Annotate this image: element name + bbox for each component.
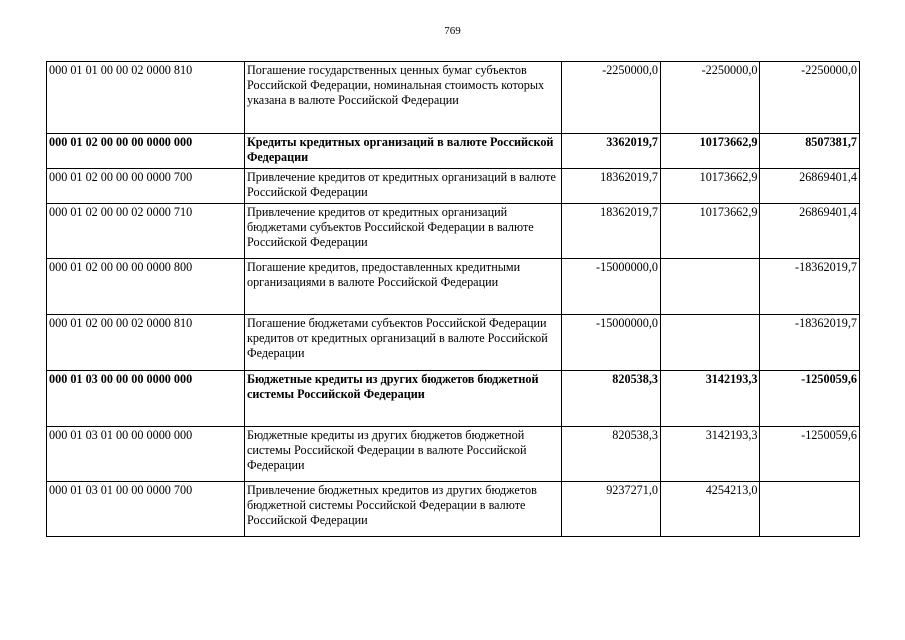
budget-code: 000 01 03 01 00 00 0000 700 xyxy=(47,482,245,537)
budget-code: 000 01 02 00 00 00 0000 700 xyxy=(47,169,245,204)
value-2: -2250000,0 xyxy=(661,62,760,134)
value-3: -1250059,6 xyxy=(760,371,860,427)
value-1: 820538,3 xyxy=(561,371,660,427)
value-3: 26869401,4 xyxy=(760,204,860,259)
value-3: -1250059,6 xyxy=(760,427,860,482)
value-1: 18362019,7 xyxy=(561,204,660,259)
value-3: -2250000,0 xyxy=(760,62,860,134)
description: Кредиты кредитных организаций в валюте Российской Федерации xyxy=(244,134,561,169)
description: Привлечение кредитов от кредитных организаций бюджетами субъектов Российской Федерации в валюте Российской Федерации xyxy=(244,204,561,259)
table-row xyxy=(47,427,860,482)
description: Бюджетные кредиты из других бюджетов бюджетной системы Российской Федерации xyxy=(244,371,561,427)
page-number: 769 xyxy=(444,25,461,37)
table-row xyxy=(47,371,860,427)
value-3: -18362019,7 xyxy=(760,259,860,315)
value-1: -15000000,0 xyxy=(561,259,660,315)
value-3: 26869401,4 xyxy=(760,169,860,204)
description: Погашение кредитов, предоставленных кредитными организациями в валюте Российской Федерации xyxy=(244,259,561,315)
value-2 xyxy=(661,315,760,371)
description: Погашение бюджетами субъектов Российской Федерации кредитов от кредитных организаций в валюте Российской Федерации xyxy=(244,315,561,371)
value-1: 820538,3 xyxy=(561,427,660,482)
value-3: 8507381,7 xyxy=(760,134,860,169)
table-row xyxy=(47,482,860,537)
value-2: 3142193,3 xyxy=(661,427,760,482)
description: Привлечение бюджетных кредитов из других бюджетов бюджетной системы Российской Федерации в валюте Российской Федерации xyxy=(244,482,561,537)
value-1: 9237271,0 xyxy=(561,482,660,537)
table-row xyxy=(47,204,860,259)
description: Привлечение кредитов от кредитных организаций в валюте Российской Федерации xyxy=(244,169,561,204)
budget-sources-table xyxy=(46,61,860,537)
value-2: 10173662,9 xyxy=(661,169,760,204)
value-1: -2250000,0 xyxy=(561,62,660,134)
budget-code: 000 01 02 00 00 00 0000 800 xyxy=(47,259,245,315)
value-2: 3142193,3 xyxy=(661,371,760,427)
budget-code: 000 01 02 00 00 02 0000 710 xyxy=(47,204,245,259)
budget-code: 000 01 02 00 00 00 0000 000 xyxy=(47,134,245,169)
budget-code: 000 01 03 01 00 00 0000 000 xyxy=(47,427,245,482)
table-row xyxy=(47,134,860,169)
value-2 xyxy=(661,259,760,315)
value-3: -18362019,7 xyxy=(760,315,860,371)
table-row xyxy=(47,315,860,371)
description: Погашение государственных ценных бумаг субъектов Российской Федерации, номинальная стоимость которых указана в валюте Российской Федерации xyxy=(244,62,561,134)
value-1: 3362019,7 xyxy=(561,134,660,169)
value-1: 18362019,7 xyxy=(561,169,660,204)
value-3 xyxy=(760,482,860,537)
description: Бюджетные кредиты из других бюджетов бюджетной системы Российской Федерации в валюте Российской Федерации xyxy=(244,427,561,482)
table-row xyxy=(47,169,860,204)
value-2: 4254213,0 xyxy=(661,482,760,537)
budget-code: 000 01 03 00 00 00 0000 000 xyxy=(47,371,245,427)
table-row xyxy=(47,62,860,134)
budget-code: 000 01 01 00 00 02 0000 810 xyxy=(47,62,245,134)
budget-code: 000 01 02 00 00 02 0000 810 xyxy=(47,315,245,371)
value-2: 10173662,9 xyxy=(661,134,760,169)
value-2: 10173662,9 xyxy=(661,204,760,259)
value-1: -15000000,0 xyxy=(561,315,660,371)
table-row xyxy=(47,259,860,315)
